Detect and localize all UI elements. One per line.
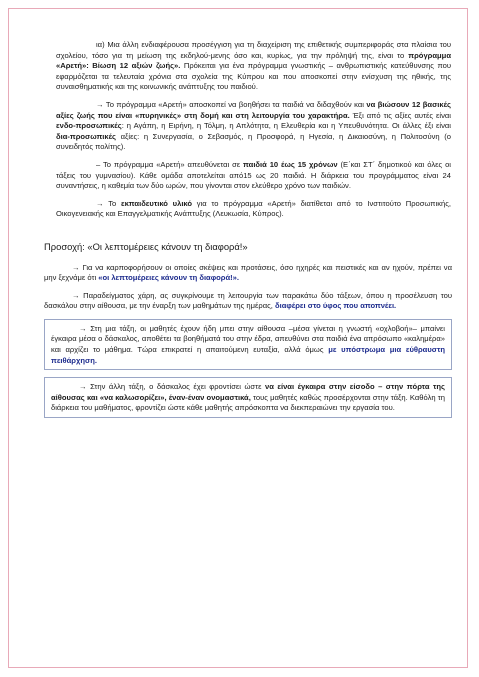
boxed-paragraph-class-two: [44, 377, 452, 418]
text: Πρόκειται για ένα πρόγραμμα γνωστικής – ανθρωπιστικής κατεύθυνσης που εφαρμόζεται τα τελευταία χρόνια στα σχολεία της Κύπρου και που αποσκοπεί στην ενίσχυση της ηθικής, της συναισθηματικής και της κοινωνικής ανάπτυξης του παιδιού.: [56, 61, 451, 92]
details-section: [44, 242, 452, 418]
highlight-text: με υπόστρωμα μια εύθραυστη πειθάρχηση.: [51, 345, 445, 365]
bold-text: ενδο-προσωπικές: [56, 121, 122, 131]
bold-text: εκπαιδευτικό υλικό: [120, 198, 193, 208]
paragraph-details: [44, 263, 452, 284]
text: → Το: [96, 198, 121, 208]
boxed-paragraph-class-one: [44, 319, 452, 370]
document-body: [44, 40, 452, 425]
text: → Στη μια τάξη, οι μαθητές έχουν ήδη μπει στην αίθουσα –μέσα γίνεται η γνωστή «οχλοβοή»– μπαίνει έγκαιρα μέσα ο δάσκαλος, αποθέτει τα βοηθήματά του στην έδρα, απευθύνει στα παιδιά ένα απρόσωπο «καλημέρα» και αρχίζει το μάθημα. Τώρα επικρατεί η απαιτούμενη ευταξία, αλλά όμως: [51, 323, 445, 355]
text: → Στην άλλη τάξη, ο δάσκαλος έχει φροντίσει ώστε: [79, 382, 265, 392]
bold-text: να βιώσουν 12 βασικές αξίες ζωής που είναι «πυρηνικές» στη δομή και στη λειτουργία του χαρακτήρα.: [56, 99, 451, 120]
bold-text: πρόγραμμα «Αρετή»: Βίωση 12 αξιών ζωής».: [56, 50, 451, 71]
text: → Για να καρποφορήσουν οι οποίες σκέψεις και προτάσεις, όσο ηχηρές και πειστικές και αν ηχούν, πρέπει να μην ξεχνάμε ότι: [44, 262, 452, 283]
text: Έξι από τις αξίες αυτές είναι: [349, 110, 451, 120]
text: ια) Μια άλλη ενδιαφέρουσα προσέγγιση για τη διαχείριση της επιθετικής συμπεριφοράς στα πλαίσια του σχολείου, τόσο για τη μείωση της εκδηλού-μενης όσο και, κυρίως, για την πρόληψή της, είναι το: [56, 40, 451, 60]
text: → Το πρόγραμμα «Αρετή» αποσκοπεί να βοηθήσει τα παιδιά να διδαχθούν και: [96, 99, 367, 109]
bold-text: παιδιά 10 έως 15 χρόνων: [243, 159, 338, 169]
text: για το πρόγραμμα «Αρετή» διατίθεται από το Ινστιτούτο Προσωπικής, Οικογενειακής και Επαγγελματικής Ανάπτυξης (Λευκωσία, Κύπρος).: [56, 198, 452, 219]
text: τους μαθητές καθώς προσέρχονται στην τάξη. Καθόλη τη διάρκεια του μαθήματος, φροντίζει ώστε κάθε μαθητής απρόσκοπτα να διεκπεραιώνει την εργασία του.: [51, 392, 445, 413]
bold-text: δια-προσωπικές: [56, 131, 116, 141]
highlight-text: «οι λεπτομέρειες κάνουν τη διαφορά!».: [98, 273, 240, 283]
paragraph-arete-goals: [56, 100, 451, 153]
text: : η Αγάπη, η Ειρήνη, η Τόλμη, η Απλότητα, η Ελευθερία και η Υπευθυνότητα. Οι άλλες έξι είναι: [121, 121, 451, 131]
text: → Παραδείγματος χάρη, ας συγκρίνουμε τη λειτουργία των παρακάτω δύο τάξεων, όπου η προσέλευση του δασκάλου στην αίθουσα, με την έναρξη των μαθημάτων της ημέρας,: [44, 290, 452, 311]
paragraph-example: [44, 291, 452, 312]
bold-text: να είναι έγκαιρα στην είσοδο – στην πόρτα της αίθουσας και «να καλωσορίζει», έναν-έναν ονομαστικά,: [51, 382, 445, 402]
section-heading: Προσοχή: «Οι λεπτομέρειες κάνουν τη διαφορά!»: [44, 240, 248, 252]
text: – Το πρόγραμμα «Αρετή» απευθύνεται σε: [96, 159, 244, 169]
paragraph-arete-intro: [56, 40, 451, 93]
text: αξίες: η Συνεργασία, ο Σεβασμός, η Προσφορά, η Ηγεσία, η Δικαιοσύνη, η Πολιτοσύνη (ο συνειδητός πολίτης).: [56, 131, 451, 152]
paragraph-arete-material: [56, 199, 451, 220]
text: (Ε΄και ΣΤ΄ δημοτικού και όλες οι τάξεις του γυμνασίου). Κάθε ομάδα αποτελείται από15 ως 20 παιδιά. Η διάρκεια του προγράμματος είναι 24 συναντήσεις, η καθεμία των δύο ωρών, που γίνονται στον ελεύθερο χρόνο των παιδιών.: [56, 159, 451, 191]
paragraph-arete-audience: [56, 160, 451, 192]
highlight-text: διαφέρει στο ύφος που αποπνέει.: [274, 301, 397, 311]
